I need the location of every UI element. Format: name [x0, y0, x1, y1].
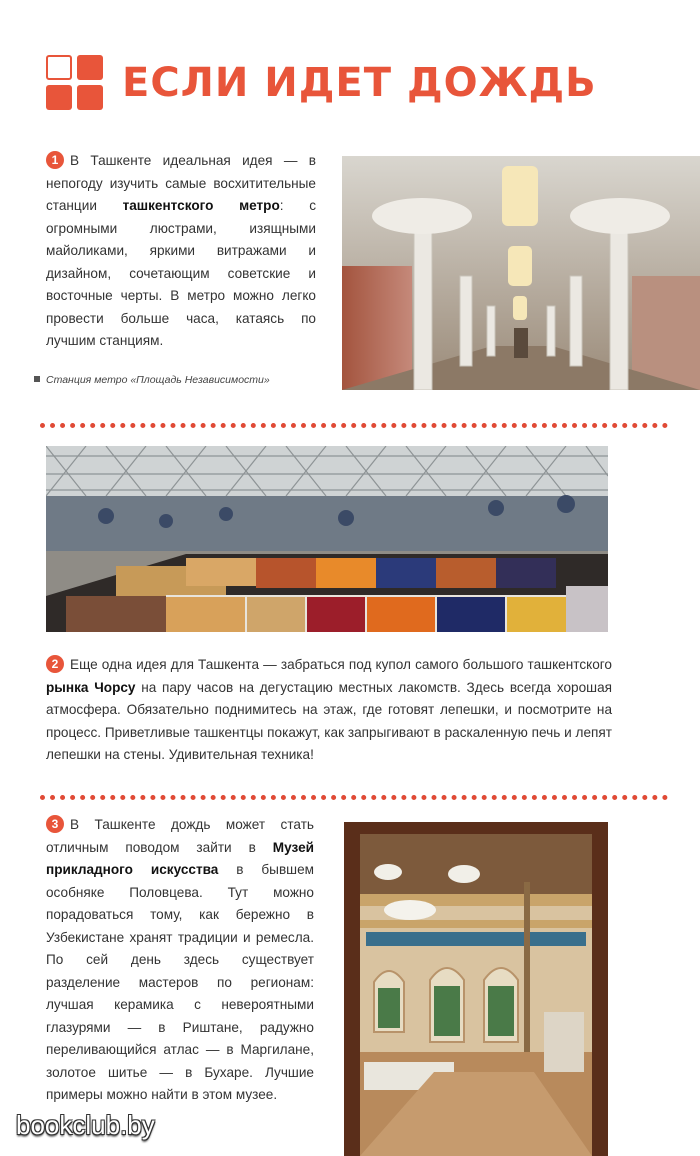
number-badge-1: 1 [46, 151, 64, 169]
watermark-text: bookclub.by [16, 1110, 155, 1140]
section-1-text-end: : с огромными люстрами, изящными майоликами, яркими витражами и дизайном, сочетающим советские и восточные черты. В метро можно легко провести больше часа, катаясь по лучшим станциям. [46, 198, 316, 348]
caption-text: Станция метро «Площадь Независимости» [46, 374, 270, 386]
chorsu-market-photo [46, 446, 608, 632]
number-badge-3: 3 [46, 815, 64, 833]
section-3-text-start: В Ташкенте дождь может стать отличным поводом зайти в [46, 817, 314, 855]
section-1-highlight: ташкентского метро [122, 198, 280, 213]
metro-station-photo [342, 156, 700, 390]
caption-bullet-icon [34, 376, 40, 382]
section-logo-icon [46, 55, 104, 111]
section-3-text [46, 814, 314, 1107]
section-2-highlight: рынка Чорсу [46, 679, 136, 695]
section-3-highlight: Музей прикладного искусства [46, 839, 314, 877]
section-3-text-end: в бывшем особняке Половцева. Тут можно порадоваться тому, как бережно в Узбекистане хранят традиции и ремесла. По сей день здесь существует разделение мастеров по регионам: лучшая керамика с невероятными глазурями — в Риштане, радужно переливающийся атлас — в Маргилане, золотое шитье — в Бухаре. Лучшие примеры можно найти в этом музее. [46, 862, 314, 1102]
photo-caption [34, 374, 270, 386]
section-2-text [46, 654, 612, 767]
section-1-text-start: В Ташкенте идеальная идея — в непогоду изучить самые восхитительные станции [46, 153, 316, 213]
page-title: ЕСЛИ ИДЕТ ДОЖДЬ [122, 60, 597, 106]
number-badge-2: 2 [46, 655, 64, 673]
dotted-divider [40, 423, 668, 428]
section-2-text-start: Еще одна идея для Ташкента — забраться под купол самого большого ташкентского [70, 657, 612, 672]
section-1-text [46, 150, 316, 353]
dotted-divider [40, 795, 668, 800]
museum-interior-photo [344, 822, 608, 1156]
section-2-text-end: на пару часов на дегустацию местных лакомств. Здесь всегда хорошая атмосфера. Обязательно поднимитесь на этаж, где готовят лепешки, и посмотрите на процесс. Приветливые ташкентцы покажут, как запрыгивают в раскаленную печь и лепят лепешки на стены. Удивительная техника! [46, 679, 612, 762]
